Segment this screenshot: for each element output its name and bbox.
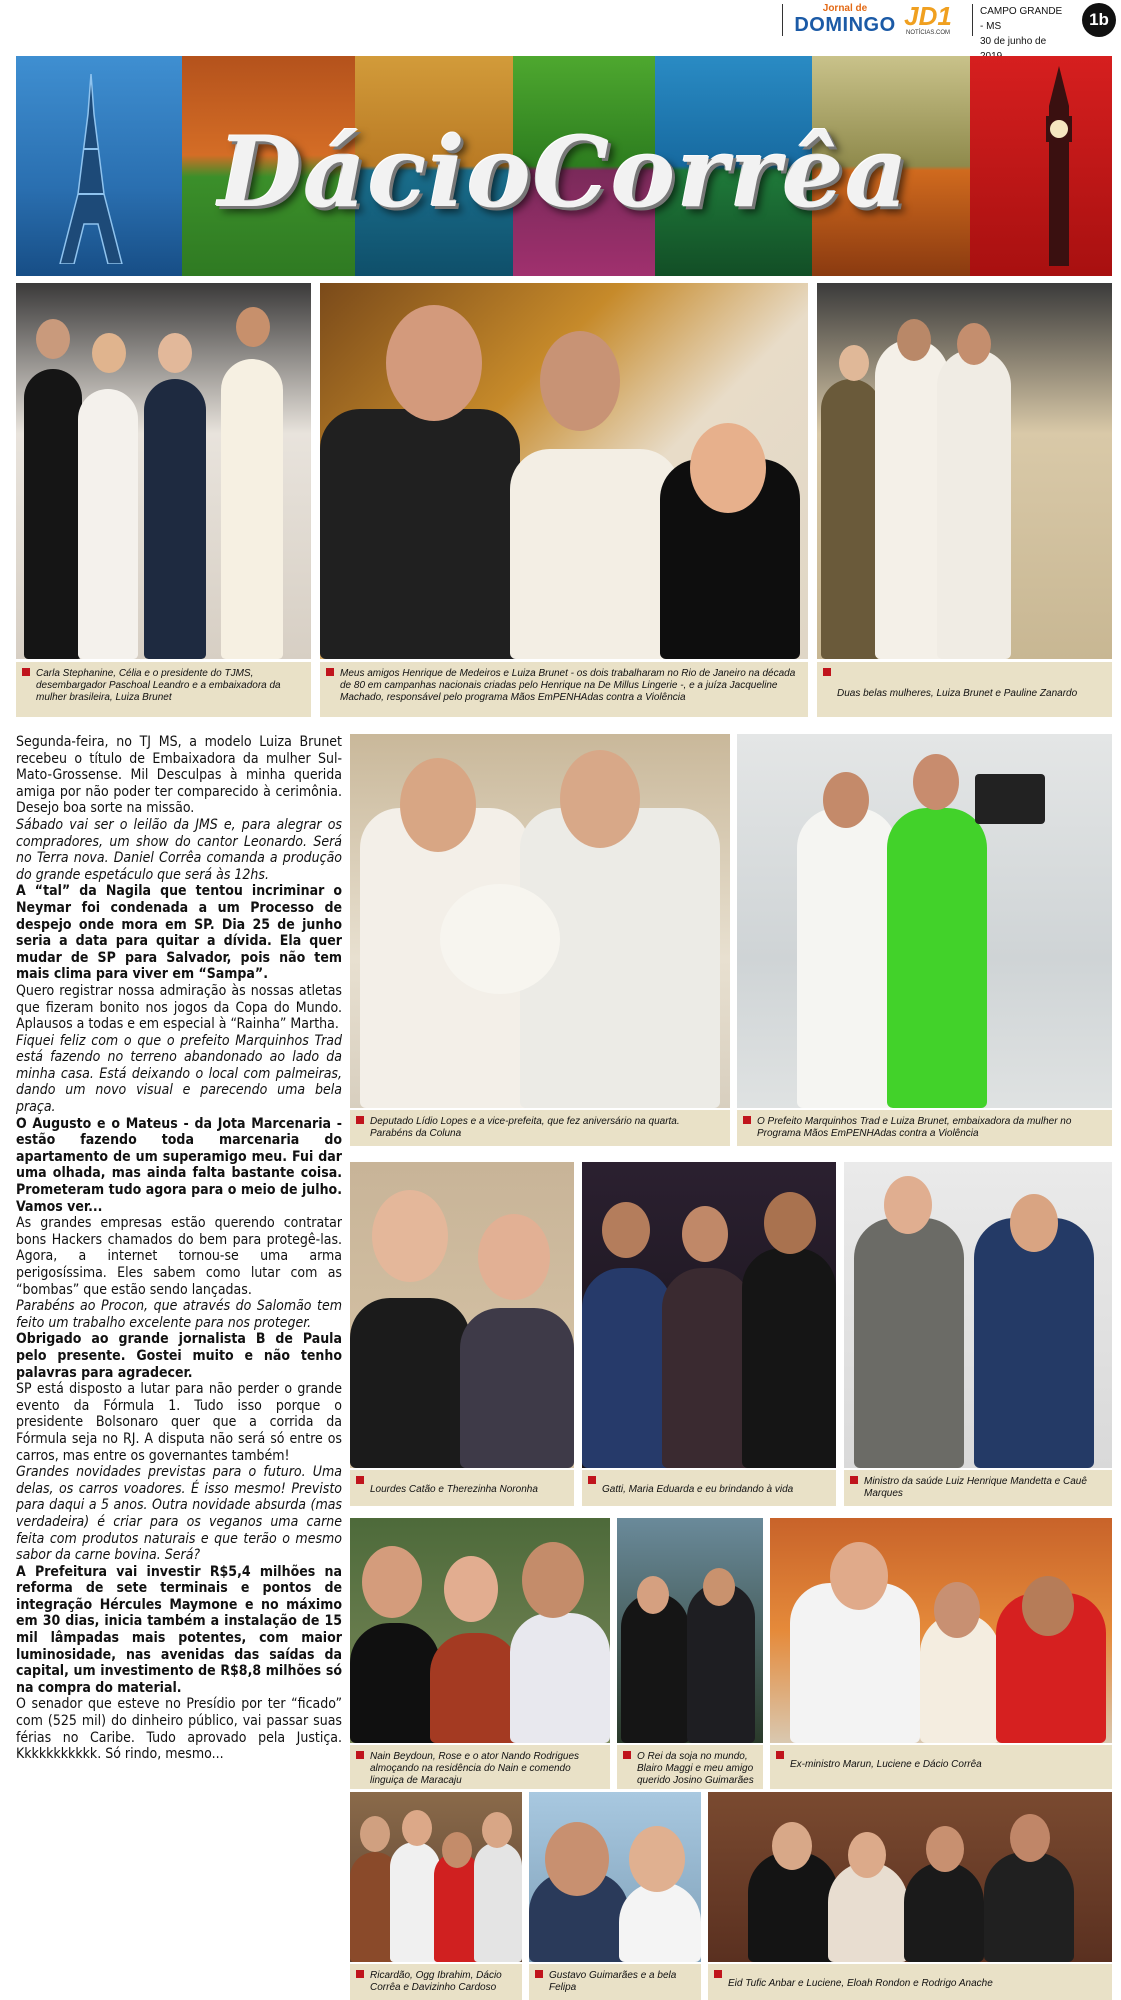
jornal-de-domingo-logo: [790, 3, 900, 37]
city-label: CAMPO GRANDE - MS: [980, 6, 1063, 32]
article-paragraph: A “tal” da Nagila que tentou incriminar o Neymar foi condenada a um Processo de despejo onde mora em SP. Dia 25 de junho seria a data para quitar a dívida. Ela quer mudar de SP para Salvador, pois não tem mais clima para viver em “Sampa”.: [16, 883, 342, 983]
photo-mandetta-caue: [844, 1162, 1112, 1468]
photo-blairo-josino: [617, 1518, 763, 1743]
photo-caption: Nain Beydoun, Rose e o ator Nando Rodrigues almoçando na residência do Nain e comendo linguiça de Maracaju: [350, 1745, 610, 1789]
photo-luiza-pauline: [817, 283, 1112, 659]
article-paragraph: Fiquei feliz com o que o prefeito Marquinhos Trad está fazendo no terreno abandonado ao lado da minha casa. Está deixando o local com palmeiras, dando um novo visual e parecendo uma bela praça.: [16, 1032, 342, 1116]
photo-caption: Lourdes Catão e Therezinha Noronha: [350, 1470, 574, 1506]
photo-caption: Gustavo Guimarães e a bela Felipa: [529, 1964, 701, 2000]
jd1-mark: JD1: [904, 1, 952, 31]
photo-caption: Ex-ministro Marun, Luciene e Dácio Corrêa: [770, 1745, 1112, 1789]
divider: [782, 4, 783, 36]
article-paragraph: O Augusto e o Mateus - da Jota Marcenaria - estão fazendo toda marcenaria do apartamento de um superamigo meu. Fui dar uma olhada, mas ainda falta bastante coisa. Prometeram tudo agora para o meio de julho. Vamos ver...: [16, 1115, 342, 1215]
photo-tjms-group: [16, 283, 311, 659]
article-paragraph: Obrigado ao grande jornalista B de Paula pelo presente. Gostei muito e não tenho palavras para agradecer.: [16, 1331, 342, 1381]
photo-gustavo-felipa: [529, 1792, 701, 1962]
article-paragraph: A Prefeitura vai investir R$5,4 milhões na reforma de sete terminais e pontos de integração Hércules Maymone e no máximo em 30 dias, inicia também a instalação de 15 mil lâmpadas mais potentes, com maior luminosidade, nas avenidas das saídas da capital, um investimento de R$8,8 milhões só na compra do material.: [16, 1563, 342, 1696]
photo-eid-group: [708, 1792, 1112, 1962]
photo-caption: Meus amigos Henrique de Medeiros e Luiza Brunet - os dois trabalharam no Rio de Janeiro na década de 80 em campanhas nacionais criadas pelo Henrique na De Millus Lingerie -, e a juíza Jacqueline Machado, responsável pelo programa Mãos EmPENHAdas contra a Violência: [320, 662, 808, 717]
article-paragraph: As grandes empresas estão querendo contratar bons Hackers chamados do bem para protegê-las. Agora, a internet tornou-se uma arma perigosíssima. Eles sabem como lutar com as “bombas” que estão sendo lançadas.: [16, 1215, 342, 1298]
jd1-subtitle: NOTÍCIAS.COM: [905, 30, 950, 36]
photo-lourdes-therezinha: [350, 1162, 574, 1468]
article-paragraph: Parabéns ao Procon, que através do Salomão tem feito um trabalho excelente para nos proteger.: [16, 1298, 342, 1331]
photo-caption: Ministro da saúde Luiz Henrique Mandetta e Cauê Marques: [844, 1470, 1112, 1506]
photo-gatti-maria-eduarda: [582, 1162, 836, 1468]
photo-marquinhos-luiza: [737, 734, 1112, 1108]
photo-caption: Eid Tufic Anbar e Luciene, Eloah Rondon e Rodrigo Anache: [708, 1964, 1112, 2000]
article-paragraph: Grandes novidades previstas para o futuro. Uma delas, os carros voadores. É isso mesmo! Previsto para daqui a 5 anos. Outra novidade absurda (mas verdadeira) é criar para os veganos uma carne feita com produtos naturais e que terão o mesmo sabor da carne bovina. Será?: [16, 1464, 342, 1564]
date-label: 30 de junho de: [980, 36, 1047, 47]
photo-caption: Gatti, Maria Eduarda e eu brindando à vida: [582, 1470, 836, 1506]
article-paragraph: SP está disposto a lutar para não perder o grande evento da Fórmula 1. Tudo isso porque o presidente Bolsonaro quer que a corrida da Fórmula seja no RJ. A disputa não será só entre os carros, mas entre os governantes também!: [16, 1381, 342, 1464]
photo-nain-rose-nando: [350, 1518, 610, 1743]
logo-big-text: DOMINGO: [794, 14, 896, 36]
logo-small-text: Jornal de: [822, 3, 868, 14]
banner-title: DácioCorrêa: [218, 116, 910, 229]
photo-henrique-luiza-jacqueline: [320, 283, 808, 659]
column-article: [16, 734, 342, 1989]
article-paragraph: Sábado vai ser o leilão da JMS e, para alegrar os compradores, um show do cantor Leonardo. Será no Terra nova. Daniel Corrêa comanda a produção do grande espetáculo que será às 12hs.: [16, 816, 342, 883]
column-banner: [16, 56, 1112, 276]
photo-marun-luciene-dacio: [770, 1518, 1112, 1743]
photo-caption: O Prefeito Marquinhos Trad e Luiza Brunet, embaixadora da mulher no Programa Mãos EmPENHAdas contra a Violência: [737, 1110, 1112, 1146]
photo-lidio-vice-prefeita: [350, 734, 730, 1108]
article-paragraph: Quero registrar nossa admiração às nossas atletas que fizeram bonito nos jogos da Copa do Mundo. Aplausos a todas e em especial à “Rainha” Martha.: [16, 982, 342, 1033]
photo-caption: O Rei da soja no mundo, Blairo Maggi e meu amigo querido Josino Guimarães: [617, 1745, 763, 1789]
photo-caption: Deputado Lídio Lopes e a vice-prefeita, que fez aniversário na quarta. Parabéns da Coluna: [350, 1110, 730, 1146]
dateline: [980, 4, 1068, 64]
page-number-badge: 1b: [1082, 3, 1116, 37]
photo-ricardao-group: [350, 1792, 522, 1962]
photo-caption: Ricardão, Ogg Ibrahim, Dácio Corrêa e Davizinho Cardoso: [350, 1964, 522, 2000]
jd1-logo: [903, 2, 953, 38]
photo-caption: Duas belas mulheres, Luiza Brunet e Pauline Zanardo: [817, 662, 1112, 717]
article-paragraph: O senador que esteve no Presídio por ter “ficado” com (525 mil) do dinheiro público, vai passar suas férias no Caribe. Tudo aprovado pela Justiça. Kkkkkkkkkkk. Só rindo, mesmo...: [16, 1696, 342, 1763]
article-paragraph: Segunda-feira, no TJ MS, a modelo Luiza Brunet recebeu o título de Embaixadora da mulher Sul-Mato-Grossense. Mil Desculpas à minha querida amiga por não poder ter comparecido à cerimônia. Desejo boa sorte na missão.: [16, 734, 342, 817]
masthead: [0, 0, 1121, 47]
divider: [972, 4, 973, 36]
photo-caption: Carla Stephanine, Célia e o presidente do TJMS, desembargador Paschoal Leandro e a embaixadora da mulher brasileira, Luiza Brunet: [16, 662, 311, 717]
